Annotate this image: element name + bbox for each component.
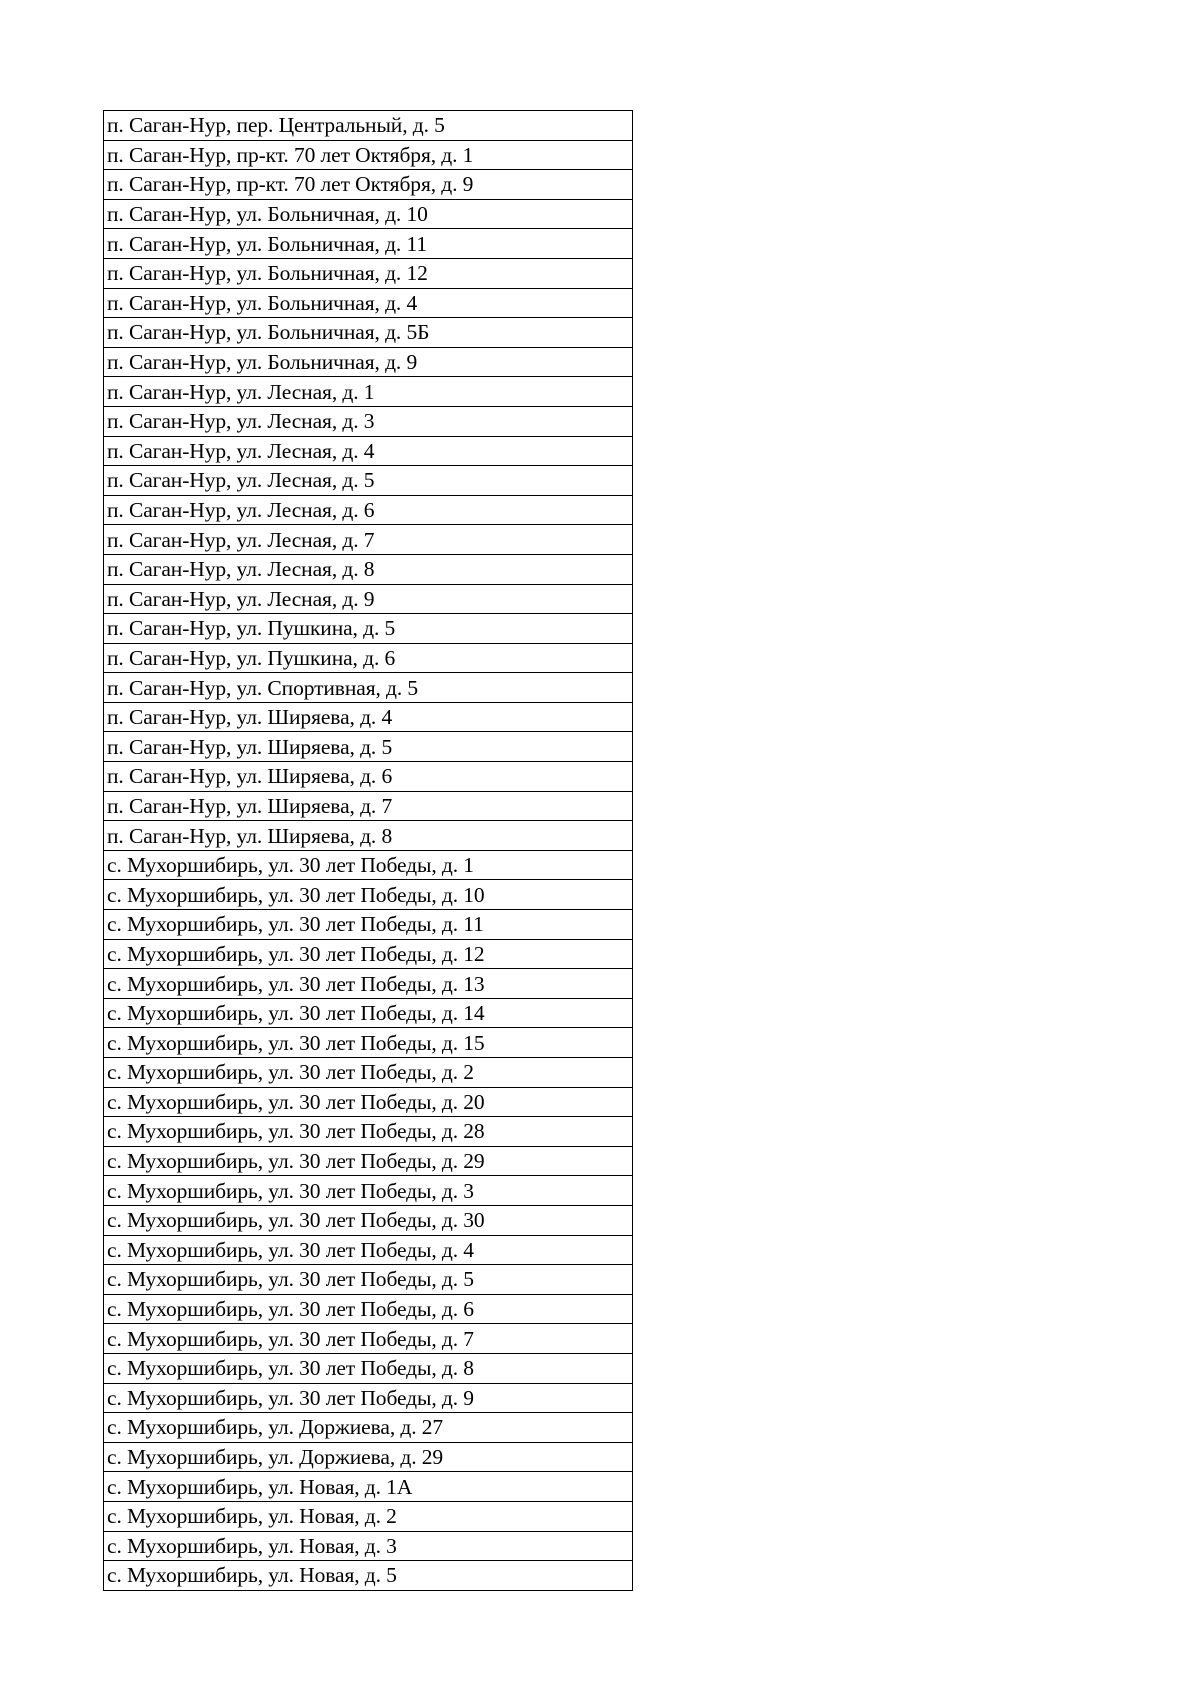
table-row (104, 1265, 633, 1295)
address-cell: п. Саган-Нур, ул. Лесная, д. 4 (104, 436, 633, 466)
address-cell: п. Саган-Нур, ул. Лесная, д. 5 (104, 466, 633, 496)
table-row (104, 1087, 633, 1117)
table-row (104, 258, 633, 288)
address-cell: с. Мухоршибирь, ул. 30 лет Победы, д. 20 (104, 1087, 633, 1117)
address-cell: п. Саган-Нур, ул. Ширяева, д. 7 (104, 791, 633, 821)
table-row (104, 229, 633, 259)
table-row (104, 318, 633, 348)
address-cell: п. Саган-Нур, ул. Больничная, д. 9 (104, 347, 633, 377)
address-cell: п. Саган-Нур, ул. Ширяева, д. 5 (104, 732, 633, 762)
address-cell: с. Мухоршибирь, ул. 30 лет Победы, д. 30 (104, 1205, 633, 1235)
address-cell: п. Саган-Нур, ул. Лесная, д. 7 (104, 525, 633, 555)
table-row (104, 1205, 633, 1235)
table-row (104, 998, 633, 1028)
address-cell: с. Мухоршибирь, ул. 30 лет Победы, д. 28 (104, 1117, 633, 1147)
address-cell: п. Саган-Нур, ул. Пушкина, д. 5 (104, 614, 633, 644)
address-table-body (104, 111, 633, 1591)
table-row (104, 1294, 633, 1324)
address-cell: п. Саган-Нур, ул. Лесная, д. 3 (104, 406, 633, 436)
table-row (104, 880, 633, 910)
address-cell: с. Мухоршибирь, ул. 30 лет Победы, д. 11 (104, 910, 633, 940)
table-row (104, 1058, 633, 1088)
address-cell: п. Саган-Нур, ул. Лесная, д. 1 (104, 377, 633, 407)
table-row (104, 850, 633, 880)
address-cell: с. Мухоршибирь, ул. 30 лет Победы, д. 7 (104, 1324, 633, 1354)
address-cell: с. Мухоршибирь, ул. 30 лет Победы, д. 8 (104, 1353, 633, 1383)
address-cell: с. Мухоршибирь, ул. 30 лет Победы, д. 9 (104, 1383, 633, 1413)
table-row (104, 939, 633, 969)
address-cell: п. Саган-Нур, ул. Больничная, д. 5Б (104, 318, 633, 348)
address-cell: с. Мухоршибирь, ул. Новая, д. 1А (104, 1472, 633, 1502)
address-cell: п. Саган-Нур, ул. Лесная, д. 8 (104, 554, 633, 584)
address-cell: с. Мухоршибирь, ул. 30 лет Победы, д. 3 (104, 1176, 633, 1206)
address-cell: с. Мухоршибирь, ул. Доржиева, д. 29 (104, 1442, 633, 1472)
address-cell: с. Мухоршибирь, ул. 30 лет Победы, д. 4 (104, 1235, 633, 1265)
table-row (104, 1383, 633, 1413)
table-row (104, 1561, 633, 1591)
table-row (104, 111, 633, 141)
table-row (104, 1531, 633, 1561)
address-cell: п. Саган-Нур, пер. Центральный, д. 5 (104, 111, 633, 141)
address-cell: п. Саган-Нур, пр-кт. 70 лет Октября, д. 9 (104, 170, 633, 200)
table-row (104, 732, 633, 762)
address-cell: п. Саган-Нур, ул. Ширяева, д. 8 (104, 821, 633, 851)
address-cell: п. Саган-Нур, ул. Больничная, д. 11 (104, 229, 633, 259)
address-cell: п. Саган-Нур, ул. Больничная, д. 10 (104, 199, 633, 229)
table-row (104, 1472, 633, 1502)
address-cell: с. Мухоршибирь, ул. 30 лет Победы, д. 6 (104, 1294, 633, 1324)
address-cell: с. Мухоршибирь, ул. 30 лет Победы, д. 5 (104, 1265, 633, 1295)
address-cell: с. Мухоршибирь, ул. 30 лет Победы, д. 10 (104, 880, 633, 910)
table-row (104, 170, 633, 200)
table-row (104, 495, 633, 525)
table-row (104, 702, 633, 732)
table-row (104, 1324, 633, 1354)
table-row (104, 554, 633, 584)
address-cell: с. Мухоршибирь, ул. 30 лет Победы, д. 13 (104, 969, 633, 999)
address-cell: с. Мухоршибирь, ул. Новая, д. 3 (104, 1531, 633, 1561)
table-row (104, 1501, 633, 1531)
table-row (104, 199, 633, 229)
address-cell: п. Саган-Нур, ул. Ширяева, д. 6 (104, 762, 633, 792)
address-cell: п. Саган-Нур, ул. Больничная, д. 12 (104, 258, 633, 288)
table-row (104, 1442, 633, 1472)
table-row (104, 614, 633, 644)
address-cell: с. Мухоршибирь, ул. 30 лет Победы, д. 14 (104, 998, 633, 1028)
table-row (104, 466, 633, 496)
address-cell: с. Мухоршибирь, ул. 30 лет Победы, д. 29 (104, 1146, 633, 1176)
address-cell: п. Саган-Нур, ул. Лесная, д. 6 (104, 495, 633, 525)
address-cell: с. Мухоршибирь, ул. 30 лет Победы, д. 12 (104, 939, 633, 969)
table-row (104, 288, 633, 318)
table-row (104, 584, 633, 614)
table-row (104, 1117, 633, 1147)
address-cell: с. Мухоршибирь, ул. 30 лет Победы, д. 15 (104, 1028, 633, 1058)
table-row (104, 347, 633, 377)
table-row (104, 1413, 633, 1443)
table-row (104, 406, 633, 436)
table-row (104, 762, 633, 792)
address-cell: п. Саган-Нур, ул. Ширяева, д. 4 (104, 702, 633, 732)
table-row (104, 140, 633, 170)
table-row (104, 377, 633, 407)
table-row (104, 791, 633, 821)
address-cell: с. Мухоршибирь, ул. Новая, д. 5 (104, 1561, 633, 1591)
address-cell: п. Саган-Нур, ул. Спортивная, д. 5 (104, 673, 633, 703)
table-row (104, 525, 633, 555)
address-cell: п. Саган-Нур, ул. Пушкина, д. 6 (104, 643, 633, 673)
table-row (104, 1235, 633, 1265)
table-row (104, 910, 633, 940)
address-cell: п. Саган-Нур, пр-кт. 70 лет Октября, д. 1 (104, 140, 633, 170)
address-table (103, 110, 633, 1591)
address-cell: с. Мухоршибирь, ул. 30 лет Победы, д. 1 (104, 850, 633, 880)
table-row (104, 643, 633, 673)
table-row (104, 1353, 633, 1383)
address-cell: с. Мухоршибирь, ул. Новая, д. 2 (104, 1501, 633, 1531)
table-row (104, 821, 633, 851)
address-cell: с. Мухоршибирь, ул. 30 лет Победы, д. 2 (104, 1058, 633, 1088)
table-row (104, 436, 633, 466)
address-cell: с. Мухоршибирь, ул. Доржиева, д. 27 (104, 1413, 633, 1443)
table-row (104, 1146, 633, 1176)
table-row (104, 673, 633, 703)
table-row (104, 1176, 633, 1206)
table-row (104, 1028, 633, 1058)
address-cell: п. Саган-Нур, ул. Лесная, д. 9 (104, 584, 633, 614)
address-cell: п. Саган-Нур, ул. Больничная, д. 4 (104, 288, 633, 318)
table-row (104, 969, 633, 999)
